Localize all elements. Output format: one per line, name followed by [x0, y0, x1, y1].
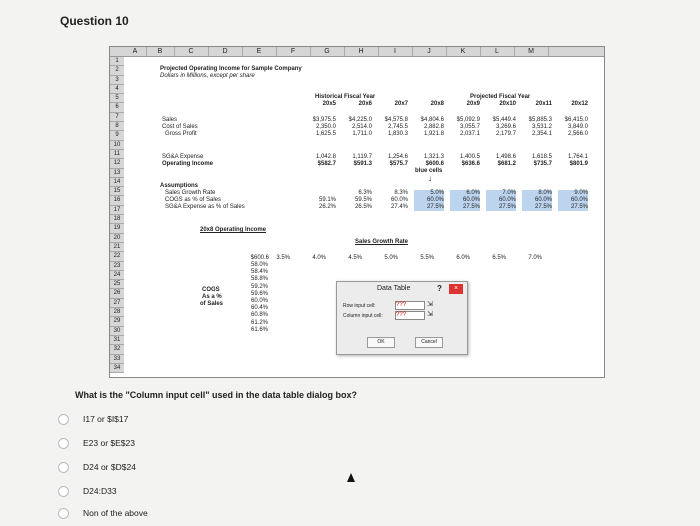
range-picker-icon[interactable]: ⇲: [427, 301, 433, 308]
cogs-row-header[interactable]: 60.0%: [250, 298, 268, 304]
operating_income-cell[interactable]: $801.9: [569, 161, 588, 167]
cost_of_sales-cell[interactable]: 2,514.0: [351, 124, 372, 130]
column-header[interactable]: C: [174, 47, 209, 56]
answer-option-label: E23 or $E$23: [83, 438, 135, 448]
radio-button[interactable]: [58, 462, 69, 473]
column-header[interactable]: I: [378, 47, 413, 56]
label-sales[interactable]: Sales: [162, 117, 178, 123]
sales-cell[interactable]: $3,975.5: [312, 117, 336, 123]
label-as-a-pct[interactable]: As a %: [202, 294, 222, 300]
row-header[interactable]: 19: [110, 224, 124, 233]
row-header[interactable]: 30: [110, 327, 124, 336]
sales-cell[interactable]: $5,449.4: [492, 117, 516, 123]
cogs-pct-cell[interactable]: 59.5%: [354, 197, 372, 203]
cost_of_sales-cell[interactable]: 3,849.0: [567, 124, 588, 130]
sga-pct-cell[interactable]: 27.5%: [414, 204, 444, 211]
sga-pct-cell[interactable]: 27.5%: [522, 204, 552, 211]
year-header[interactable]: 20x10: [499, 101, 516, 107]
sales-cell[interactable]: $5,885.3: [528, 117, 552, 123]
row-header[interactable]: 18: [110, 215, 124, 224]
sheet-subtitle[interactable]: Dollars in Millions, except per share: [160, 73, 255, 79]
row-header[interactable]: 29: [110, 317, 124, 326]
growth-cell[interactable]: 9.0%: [558, 190, 588, 197]
table-corner-cell[interactable]: $600.6: [250, 255, 269, 261]
cogs-row-header[interactable]: 61.2%: [250, 319, 268, 326]
year-header[interactable]: 20x5: [322, 101, 336, 107]
row-header[interactable]: 25: [110, 280, 124, 289]
radio-button[interactable]: [58, 486, 69, 497]
sales-cell[interactable]: $6,415.0: [564, 117, 588, 123]
operating_income-cell[interactable]: $681.2: [497, 161, 516, 167]
gross_profit-cell[interactable]: 1,711.0: [352, 131, 372, 137]
operating_income-cell[interactable]: $591.3: [353, 161, 372, 167]
sga-cell[interactable]: 1,119.7: [352, 154, 372, 160]
question-text: What is the "Column input cell" used in the data table dialog box?: [75, 390, 358, 400]
cost_of_sales-cell[interactable]: 3,531.2: [531, 124, 552, 130]
row-header[interactable]: 3: [110, 76, 124, 85]
row-header[interactable]: 9: [110, 131, 124, 140]
year-header[interactable]: 20x6: [358, 101, 372, 107]
cogs-row-header[interactable]: 60.4%: [250, 305, 268, 312]
sales-cell[interactable]: $4,225.0: [348, 117, 372, 123]
answer-option[interactable]: [58, 508, 148, 519]
sga-pct-cell[interactable]: 26.2%: [318, 204, 336, 210]
column-header[interactable]: M: [514, 47, 549, 56]
answer-option-label: D24 or $D$24: [83, 462, 136, 472]
sga-cell[interactable]: 1,764.1: [567, 154, 588, 160]
radio-button[interactable]: [58, 508, 69, 519]
answer-option[interactable]: [58, 462, 136, 473]
row-header[interactable]: 20: [110, 234, 124, 243]
column-header[interactable]: E: [242, 47, 277, 56]
answer-option-label: I17 or $I$17: [83, 414, 129, 424]
sga-pct-cell[interactable]: 27.5%: [486, 204, 516, 211]
historical-header[interactable]: Historical Fiscal Year: [315, 94, 376, 100]
gross_profit-cell[interactable]: 2,566.0: [567, 131, 588, 137]
label-gross-profit[interactable]: Gross Profit: [165, 131, 197, 137]
column-header[interactable]: K: [446, 47, 481, 56]
row-header[interactable]: 24: [110, 271, 124, 280]
growth-rate-header[interactable]: 7.0%: [528, 255, 542, 261]
cogs-pct-cell[interactable]: 60.0%: [414, 197, 444, 204]
answer-option[interactable]: [58, 486, 117, 497]
operating_income-cell[interactable]: $600.6: [425, 161, 444, 167]
radio-button[interactable]: [58, 414, 69, 425]
gross_profit-cell[interactable]: 2,179.7: [495, 131, 516, 137]
row-header[interactable]: 33: [110, 355, 124, 364]
year-header[interactable]: 20x9: [466, 101, 480, 107]
year-header[interactable]: 20x11: [535, 101, 552, 107]
column-header[interactable]: H: [344, 47, 379, 56]
operating_income-cell[interactable]: $636.6: [461, 161, 480, 167]
cogs-pct-cell[interactable]: 60.0%: [558, 197, 588, 204]
row-header[interactable]: 22: [110, 252, 124, 261]
sga-cell[interactable]: 1,498.6: [495, 154, 516, 160]
sga-pct-cell[interactable]: 26.5%: [354, 204, 372, 210]
close-button[interactable]: ×: [449, 284, 463, 294]
year-header[interactable]: 20x7: [394, 101, 408, 107]
cost_of_sales-cell[interactable]: 3,269.6: [495, 124, 516, 130]
cogs-row-header[interactable]: 61.6%: [250, 326, 268, 333]
operating_income-cell[interactable]: $582.7: [317, 161, 336, 167]
row-header[interactable]: 16: [110, 196, 124, 205]
data-table-dialog: [336, 281, 468, 355]
sga-pct-cell[interactable]: 27.4%: [390, 204, 408, 210]
gross_profit-cell[interactable]: 1,625.5: [315, 131, 336, 137]
row-header[interactable]: 5: [110, 94, 124, 103]
operating_income-cell[interactable]: $575.7: [389, 161, 408, 167]
label-growth-rate[interactable]: Sales Growth Rate: [165, 190, 216, 196]
spreadsheet[interactable]: [109, 46, 605, 378]
year-header[interactable]: 20x12: [571, 101, 588, 107]
row-header[interactable]: 6: [110, 103, 124, 112]
gross_profit-cell[interactable]: 2,037.1: [459, 131, 480, 137]
dialog-title: Data Table: [377, 285, 411, 292]
cogs-row-header[interactable]: 60.8%: [250, 312, 268, 319]
label-operating-income[interactable]: Operating Income: [162, 161, 214, 167]
cost_of_sales-cell[interactable]: 2,350.0: [315, 124, 336, 130]
sga-pct-cell[interactable]: 27.5%: [558, 204, 588, 211]
row-header[interactable]: 12: [110, 159, 124, 168]
growth-cell[interactable]: 8.0%: [522, 190, 552, 197]
row-header[interactable]: 34: [110, 364, 124, 373]
answer-option-label: Non of the above: [83, 508, 148, 518]
row-header[interactable]: 23: [110, 262, 124, 271]
sga-pct-cell[interactable]: 27.5%: [450, 204, 480, 211]
sales-cell[interactable]: $4,804.6: [420, 117, 444, 123]
row-header[interactable]: 21: [110, 243, 124, 252]
projected-header[interactable]: Projected Fiscal Year: [470, 94, 531, 100]
cogs-pct-cell[interactable]: 60.0%: [450, 197, 480, 204]
column-header[interactable]: G: [310, 47, 345, 56]
column-header[interactable]: A: [124, 47, 147, 56]
cogs-row-header[interactable]: 58.0%: [250, 262, 268, 268]
help-icon[interactable]: ?: [437, 284, 442, 293]
radio-button[interactable]: [58, 438, 69, 449]
answer-option[interactable]: [58, 414, 128, 425]
column-input-label: Column input cell:: [343, 313, 383, 319]
label-of-sales[interactable]: of Sales: [200, 301, 224, 307]
row-input-field[interactable]: ???: [395, 301, 425, 310]
gross_profit-cell[interactable]: 1,921.8: [423, 131, 444, 137]
growth-rate-header[interactable]: 6.5%: [492, 255, 506, 261]
row-header[interactable]: 31: [110, 336, 124, 345]
row-header[interactable]: 2: [110, 66, 124, 75]
row-header[interactable]: 15: [110, 187, 124, 196]
cogs-pct-cell[interactable]: 60.0%: [390, 197, 408, 203]
sga-cell[interactable]: 1,254.6: [387, 154, 408, 160]
growth-cell[interactable]: 8.3%: [394, 190, 408, 196]
row-header[interactable]: 26: [110, 289, 124, 298]
growth-cell[interactable]: 5.0%: [414, 190, 444, 197]
row-header[interactable]: 11: [110, 150, 124, 159]
column-header[interactable]: L: [480, 47, 515, 56]
column-input-field[interactable]: ???: [395, 311, 425, 320]
row-header[interactable]: 14: [110, 178, 124, 187]
cogs-pct-cell[interactable]: 60.0%: [486, 197, 516, 204]
year-header[interactable]: 20x8: [430, 101, 444, 107]
growth-rate-header[interactable]: 4.0%: [312, 255, 326, 261]
sga-cell[interactable]: 1,618.5: [531, 154, 552, 160]
column-headers: [110, 47, 604, 57]
label-cost-of-sales[interactable]: Cost of Sales: [162, 124, 198, 130]
row-header[interactable]: 17: [110, 206, 124, 215]
gross_profit-cell[interactable]: 1,830.3: [387, 131, 408, 137]
label-blue-cells: blue cells: [415, 168, 443, 174]
column-header[interactable]: D: [208, 47, 243, 56]
growth-rate-header[interactable]: 4.5%: [348, 255, 362, 261]
growth-rate-header[interactable]: 5.5%: [420, 255, 434, 261]
growth-rate-header[interactable]: 6.0%: [456, 255, 470, 261]
row-header[interactable]: 4: [110, 85, 124, 94]
row-header[interactable]: 13: [110, 169, 124, 178]
label-cogs-side[interactable]: COGS: [202, 287, 220, 293]
column-header[interactable]: J: [412, 47, 447, 56]
cost_of_sales-cell[interactable]: 2,882.8: [423, 124, 444, 130]
gross_profit-cell[interactable]: 2,354.1: [531, 131, 552, 137]
sheet-title[interactable]: Projected Operating Income for Sample Company: [160, 66, 302, 72]
ok-button[interactable]: OK: [367, 337, 395, 348]
column-header[interactable]: B: [146, 47, 175, 56]
label-sales-growth-rate[interactable]: Sales Growth Rate: [355, 239, 409, 245]
label-cogs-pct[interactable]: COGS as % of Sales: [165, 197, 222, 203]
row-header[interactable]: 8: [110, 122, 124, 131]
mouse-cursor-icon: [347, 473, 355, 482]
cogs-row-header[interactable]: 58.4%: [250, 269, 268, 276]
label-op-income-2018[interactable]: 20x8 Operating Income: [200, 227, 267, 233]
sga-cell[interactable]: 1,042.8: [315, 154, 336, 160]
sga-cell[interactable]: 1,400.5: [459, 154, 480, 160]
label-sga[interactable]: SG&A Expense: [162, 154, 204, 160]
row-header[interactable]: 1: [110, 57, 124, 66]
row-header[interactable]: 32: [110, 345, 124, 354]
label-assumptions[interactable]: Assumptions: [160, 183, 199, 189]
cogs-row-header[interactable]: 59.6%: [250, 290, 268, 297]
cost_of_sales-cell[interactable]: 2,745.5: [387, 124, 408, 130]
row-headers: [110, 57, 124, 373]
cost_of_sales-cell[interactable]: 3,055.7: [459, 124, 480, 130]
label-sga-pct[interactable]: SG&A Expense as % of Sales: [165, 204, 245, 210]
range-picker-icon[interactable]: ⇲: [427, 311, 433, 318]
cogs-row-header[interactable]: 58.8%: [250, 276, 268, 283]
row-input-label: Row input cell:: [343, 303, 376, 309]
growth-cell[interactable]: 6.3%: [358, 190, 372, 196]
cogs-row-header[interactable]: 59.2%: [250, 283, 268, 290]
row-header[interactable]: 28: [110, 308, 124, 317]
operating_income-cell[interactable]: $735.7: [533, 161, 552, 167]
cogs-pct-cell[interactable]: 60.0%: [522, 197, 552, 204]
row-header[interactable]: 10: [110, 141, 124, 150]
cancel-button[interactable]: Cancel: [415, 337, 443, 348]
growth-rate-header[interactable]: 5.0%: [384, 255, 398, 261]
growth-rate-header[interactable]: 3.5%: [276, 255, 290, 261]
sales-cell[interactable]: $4,575.8: [384, 117, 408, 123]
growth-cell[interactable]: 6.0%: [450, 190, 480, 197]
answer-option-label: D24:D33: [83, 486, 117, 496]
row-header[interactable]: 27: [110, 299, 124, 308]
column-header[interactable]: F: [276, 47, 311, 56]
arrow-down-icon: ↓: [428, 174, 432, 183]
sales-cell[interactable]: $5,092.9: [456, 117, 480, 123]
growth-cell[interactable]: 7.0%: [486, 190, 516, 197]
answer-option[interactable]: [58, 438, 135, 449]
cogs-pct-cell[interactable]: 59.1%: [318, 197, 336, 203]
row-header[interactable]: 7: [110, 113, 124, 122]
question-title: Question 10: [60, 14, 129, 28]
sga-cell[interactable]: 1,321.3: [423, 154, 444, 160]
